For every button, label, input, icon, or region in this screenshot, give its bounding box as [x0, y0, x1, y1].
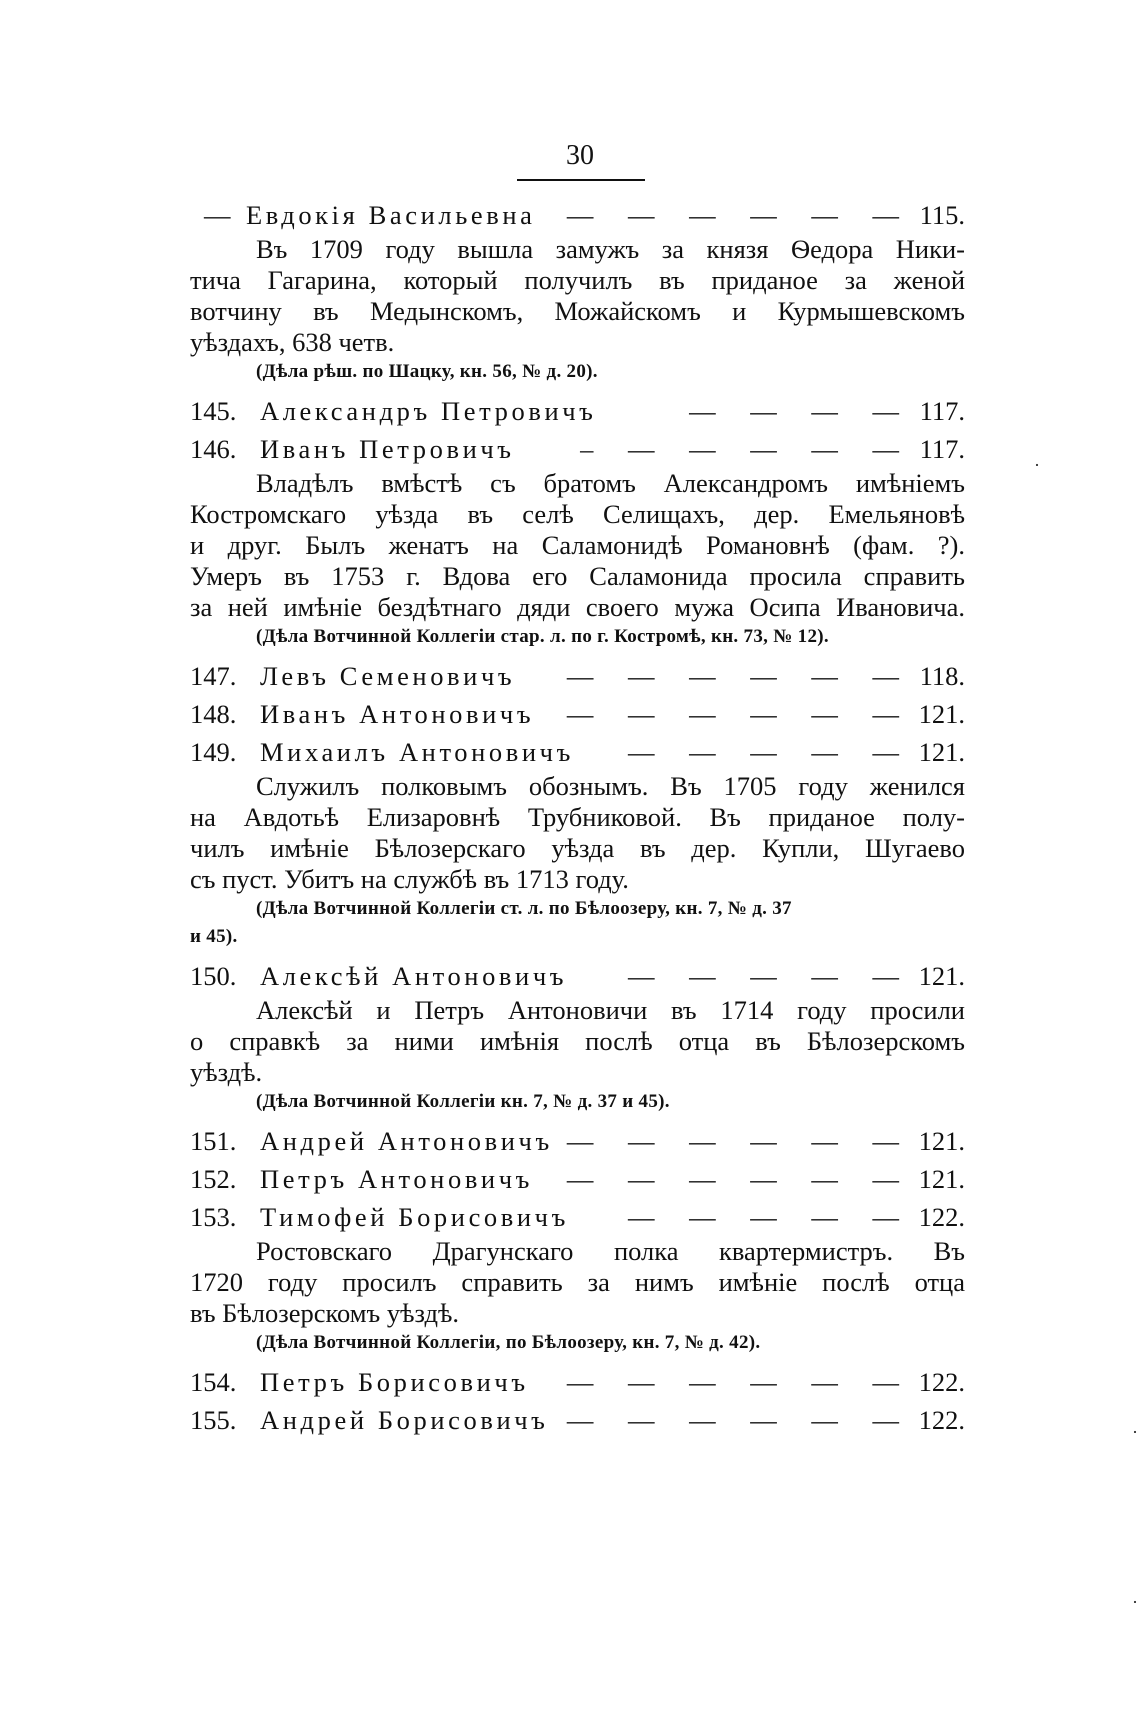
- entry-150: [190, 957, 965, 995]
- entry-number: 152.: [190, 1164, 237, 1194]
- entry-155: [190, 1401, 965, 1439]
- page-number: 30: [566, 140, 594, 171]
- entry-leader-dashes: — — — — —: [628, 961, 913, 991]
- text-line: съ пуст. Убитъ на службѣ въ 1713 году.: [190, 864, 629, 894]
- entry-name: Андрей Антоновичъ: [260, 1126, 553, 1156]
- entry-name: Левъ Семеновичъ: [260, 661, 516, 691]
- entry-name: Петръ Борисовичъ: [260, 1367, 529, 1397]
- entry-name: Алексѣй Антоновичъ: [260, 961, 568, 991]
- text-line: уѣздѣ.: [190, 1057, 263, 1087]
- entry-151: [190, 1122, 965, 1160]
- text-line: въ Бѣлозерскомъ уѣздѣ.: [190, 1298, 459, 1328]
- archive-reference: (Дѣла Вотчинной Коллегіи, по Бѣлоозеру, кн. 7, № д. 42).: [256, 1332, 761, 1353]
- entry-leader-dashes: — — — —: [689, 396, 913, 426]
- entry-leader-dashes: — — — — — —: [566, 1367, 913, 1397]
- entry-page-ref: 122.: [918, 1202, 965, 1232]
- entry-name: Петръ Антоновичъ: [260, 1164, 533, 1194]
- entry-146: [190, 430, 965, 468]
- archive-reference: (Дѣла Вотчинной Коллегіи ст. л. по Бѣлоозеру, кн. 7, № д. 37: [256, 898, 792, 919]
- entry-leader-dashes: — — — — — —: [566, 1405, 913, 1435]
- entry-number: 147.: [190, 661, 237, 691]
- entry-leader-dashes: — — — — — —: [566, 1164, 913, 1194]
- entry-page-ref: 117.: [919, 434, 965, 464]
- entry-number: 150.: [190, 961, 237, 991]
- entry-number: 155.: [190, 1405, 237, 1435]
- entry-leader-dashes: — — — — —: [628, 737, 913, 767]
- scan-speck: ·: [1132, 1422, 1138, 1442]
- text-line: уѣздахъ, 638 четв.: [190, 327, 395, 357]
- entry-page-ref: 121.: [918, 699, 965, 729]
- entry-name: Андрей Борисовичъ: [260, 1405, 549, 1435]
- archive-reference: (Дѣла Вотчинной Коллегіи кн. 7, № д. 37 и 45).: [256, 1091, 670, 1112]
- entry-name: Александръ Петровичъ: [260, 396, 597, 426]
- entry-154: [190, 1363, 965, 1401]
- entry-page-ref: 121.: [918, 1126, 965, 1156]
- text-line: тича Гагарина, который получилъ въ приданое за женой: [190, 265, 965, 295]
- entry-147: [190, 657, 965, 695]
- entry-number: 149.: [190, 737, 237, 767]
- text-line: о справкѣ за ними имѣнія послѣ отца въ Бѣлозерскомъ: [190, 1026, 965, 1056]
- entry-name: Тимофей Борисовичъ: [260, 1202, 569, 1232]
- entry-number: 153.: [190, 1202, 237, 1232]
- entry-number: 151.: [190, 1126, 237, 1156]
- entry-149: [190, 733, 965, 771]
- entry-leader-dashes: — — — — — —: [566, 200, 913, 230]
- text-line: и друг. Былъ женатъ на Саламонидѣ Романовнѣ (фам. ?).: [190, 530, 965, 560]
- entry-name: Евдокія Васильевна: [246, 200, 536, 230]
- entry-name: Иванъ Антоновичъ: [260, 699, 535, 729]
- scan-speck: ·: [1132, 1592, 1138, 1612]
- entry-152: [190, 1160, 965, 1198]
- entry-leader-dashes: — — — — —: [628, 1202, 913, 1232]
- text-line: чилъ имѣніе Бѣлозерскаго уѣзда въ дер. Купли, Шугаево: [190, 833, 965, 863]
- text-line: Владѣлъ вмѣстѣ съ братомъ Александромъ имѣніемъ: [256, 468, 965, 498]
- entry-name: Иванъ Петровичъ: [260, 434, 515, 464]
- entry-number: 148.: [190, 699, 237, 729]
- entry-number: 154.: [190, 1367, 237, 1397]
- archive-reference: (Дѣла Вотчинной Коллегіи стар. л. по г. Костромѣ, кн. 73, № 12).: [256, 626, 829, 647]
- page-number-rule: [517, 179, 645, 181]
- entry-153: [190, 1198, 965, 1236]
- entry-page-ref: 122.: [918, 1367, 965, 1397]
- entry-evdokia: [190, 196, 965, 234]
- entry-page-ref: 122.: [918, 1405, 965, 1435]
- entry-page-ref: 117.: [919, 396, 965, 426]
- entry-leader-dashes: — — — — — —: [566, 1126, 913, 1156]
- entry-page-ref: 121.: [918, 737, 965, 767]
- archive-reference-continued: и 45).: [190, 926, 238, 947]
- entry-name: Михаилъ Антоновичъ: [260, 737, 574, 767]
- archive-reference: (Дѣла рѣш. по Шацку, кн. 56, № д. 20).: [256, 361, 598, 382]
- scan-speck: ·: [1034, 455, 1040, 475]
- text-line: Въ 1709 году вышла замужъ за князя Ѳедора Ники-: [256, 234, 965, 264]
- entry-page-ref: 121.: [918, 961, 965, 991]
- text-line: вотчину въ Медынскомъ, Можайскомъ и Курмышевскомъ: [190, 296, 965, 326]
- entry-page-ref: 121.: [918, 1164, 965, 1194]
- entry-leader-dashes: — — — — — —: [566, 699, 913, 729]
- text-line: на Авдотьѣ Елизаровнѣ Трубниковой. Въ приданое полу-: [190, 802, 965, 832]
- entry-number: 146.: [190, 434, 237, 464]
- entry-145: [190, 392, 965, 430]
- text-line: Костромскаго уѣзда въ селѣ Селищахъ, дер. Емельяновѣ: [190, 499, 965, 529]
- entry-number: 145.: [190, 396, 237, 426]
- text-line: за ней имѣніе бездѣтнаго дяди своего мужа Осипа Ивановича.: [190, 592, 965, 622]
- text-line: Ростовскаго Драгунскаго полка квартермистръ. Въ: [256, 1236, 965, 1266]
- text-line: 1720 году просилъ справить за нимъ имѣніе послѣ отца: [190, 1267, 965, 1297]
- entry-number: —: [204, 200, 231, 230]
- entry-148: [190, 695, 965, 733]
- entry-leader-dashes: – — — — — —: [580, 434, 913, 464]
- entry-leader-dashes: — — — — — —: [566, 661, 913, 691]
- entry-page-ref: 115.: [919, 200, 965, 230]
- genealogy-list: [190, 196, 965, 1439]
- text-line: Умеръ въ 1753 г. Вдова его Саламонида просила справить: [190, 561, 965, 591]
- entry-page-ref: 118.: [919, 661, 965, 691]
- text-line: Служилъ полковымъ обознымъ. Въ 1705 году женился: [256, 771, 965, 801]
- text-line: Алексѣй и Петръ Антоновичи въ 1714 году просили: [256, 995, 965, 1025]
